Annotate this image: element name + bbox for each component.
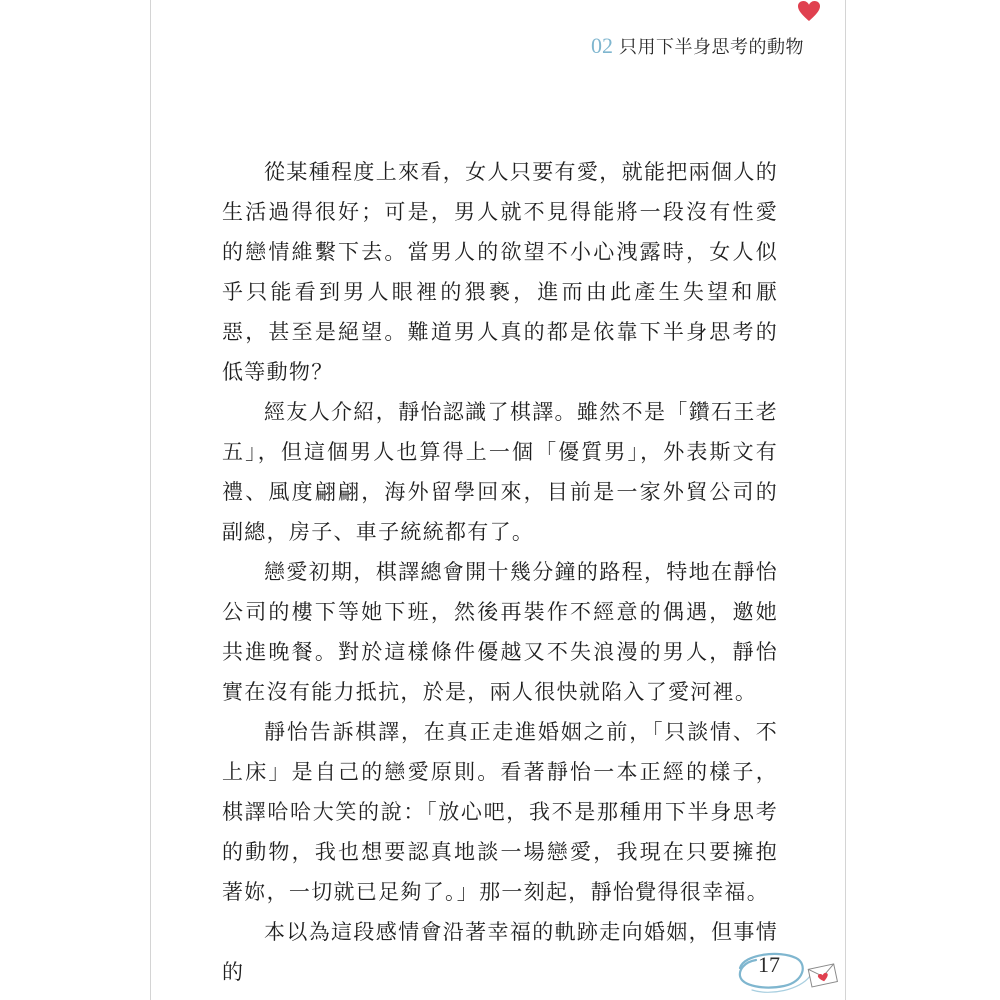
paragraph: 從某種程度上來看，女人只要有愛，就能把兩個人的生活過得很好；可是，男人就不見得能將一段沒有性愛的戀情維繫下去。當男人的欲望不小心洩露時，女人似乎只能看到男人眼裡的猥褻，進而由此產生失望和厭惡，甚至是絕望。難道男人真的都是依靠下半身思考的低等動物？: [222, 160, 778, 384]
body-text: [222, 152, 778, 992]
paragraph: 本以為這段感情會沿著幸福的軌跡走向婚姻，但事情的: [222, 920, 778, 984]
paragraph: 靜怡告訴棋譯，在真正走進婚姻之前，「只談情、不上床」是自己的戀愛原則。看著靜怡一本正經的樣子，棋譯哈哈大笑的說：「放心吧，我不是那種用下半身思考的動物，我也想要認真地談一場戀愛，我現在只要擁抱著妳，一切就已足夠了。」那一刻起，靜怡覺得很幸福。: [222, 720, 778, 904]
running-header: [591, 33, 804, 59]
paragraph: 經友人介紹，靜怡認識了棋譯。雖然不是「鑽石王老五」，但這個男人也算得上一個「優質男」，外表斯文有禮、風度翩翩，海外留學回來，目前是一家外貿公司的副總，房子、車子統統都有了。: [222, 400, 778, 544]
paragraph: 戀愛初期，棋譯總會開十幾分鐘的路程，特地在靜怡公司的樓下等她下班，然後再裝作不經意的偶遇，邀她共進晚餐。對於這樣條件優越又不失浪漫的男人，靜怡實在沒有能力抵抗，於是，兩人很快就陷入了愛河裡。: [222, 560, 778, 704]
chapter-number: 02: [591, 33, 613, 58]
heart-icon: [797, 0, 821, 22]
page-number: 17: [758, 952, 780, 977]
chapter-title: 只用下半身思考的動物: [619, 37, 804, 58]
